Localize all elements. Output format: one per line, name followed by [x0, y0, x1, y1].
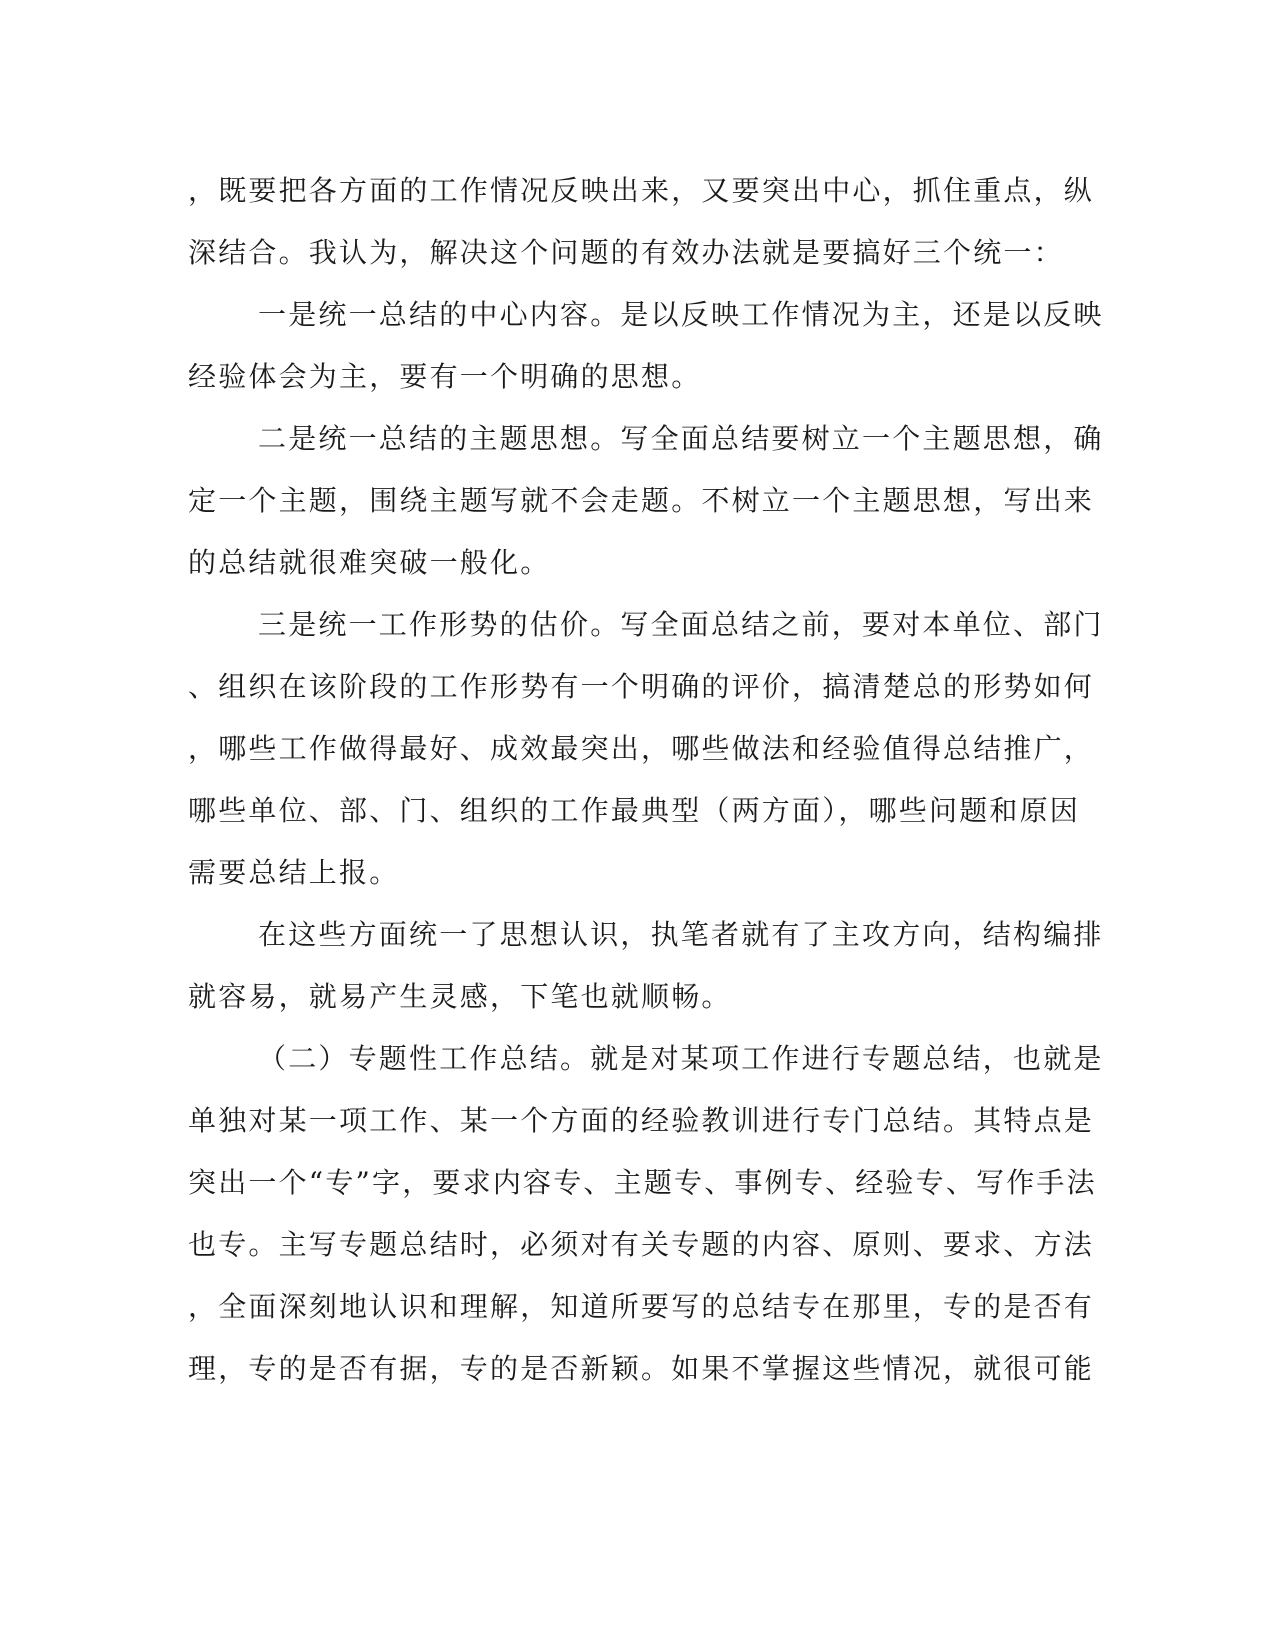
text-line: 也专。主写专题总结时，必须对有关专题的内容、原则、要求、方法	[188, 1228, 1095, 1261]
text-line: （二）专题性工作总结。就是对某项工作进行专题总结，也就是	[258, 1042, 1104, 1075]
text-line: 二是统一总结的主题思想。写全面总结要树立一个主题思想，确	[258, 422, 1104, 455]
text-line: 理，专的是否有据，专的是否新颖。如果不掌握这些情况，就很可能	[188, 1352, 1095, 1385]
text-line: ，既要把各方面的工作情况反映出来，又要突出中心，抓住重点，纵	[188, 174, 1095, 207]
text-line: 需要总结上报。	[188, 856, 400, 889]
text-line: 三是统一工作形势的估价。写全面总结之前，要对本单位、部门	[258, 608, 1104, 641]
text-line: 的总结就很难突破一般化。	[188, 546, 551, 579]
text-line: 深结合。我认为，解决这个问题的有效办法就是要搞好三个统一：	[188, 236, 1064, 269]
text-line: 就容易，就易产生灵感，下笔也就顺畅。	[188, 980, 732, 1013]
document-body	[188, 160, 1104, 1400]
text-line: 、组织在该阶段的工作形势有一个明确的评价，搞清楚总的形势如何	[188, 670, 1095, 703]
text-line: 哪些单位、部、门、组织的工作最典型（两方面），哪些问题和原因	[188, 794, 1081, 827]
text-line: 单独对某一项工作、某一个方面的经验教训进行专门总结。其特点是	[188, 1104, 1095, 1137]
text-line: ，哪些工作做得最好、成效最突出，哪些做法和经验值得总结推广，	[188, 732, 1095, 765]
text-line: 一是统一总结的中心内容。是以反映工作情况为主，还是以反映	[258, 298, 1104, 331]
text-line: ，全面深刻地认识和理解，知道所要写的总结专在那里，专的是否有	[188, 1290, 1095, 1323]
text-line: 定一个主题，围绕主题写就不会走题。不树立一个主题思想，写出来	[188, 484, 1095, 517]
text-line: 突出一个“专”字，要求内容专、主题专、事例专、经验专、写作手法	[188, 1166, 1097, 1199]
text-line: 经验体会为主，要有一个明确的思想。	[188, 360, 702, 393]
text-line: 在这些方面统一了思想认识，执笔者就有了主攻方向，结构编排	[258, 918, 1104, 951]
